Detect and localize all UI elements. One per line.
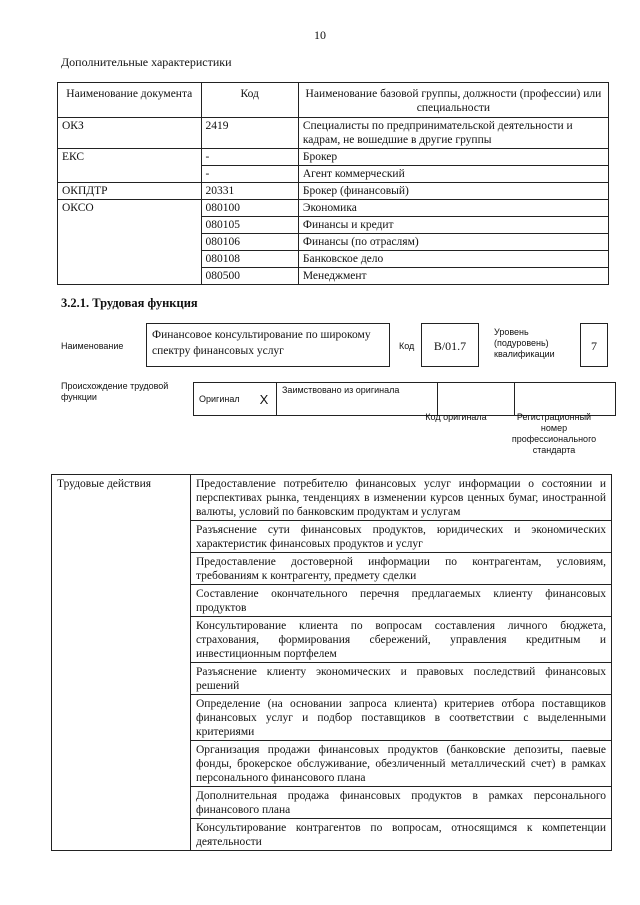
cell-doc: [58, 217, 202, 234]
cell-name: Финансы (по отраслям): [298, 234, 608, 251]
cell-code: 080108: [201, 251, 298, 268]
cell-code: 080105: [201, 217, 298, 234]
labor-action-item: Консультирование контрагентов по вопросам, относящимся к компетенции деятельности: [191, 819, 612, 851]
qualification-level-label: Уровень (подуровень) квалификации: [494, 327, 555, 359]
labor-action-item: Составление окончательного перечня предлагаемых клиенту финансовых продуктов: [191, 585, 612, 617]
labor-action-item: Консультирование клиента по вопросам составления личного бюджета, страхования, формирования сбережений, управления кредитным и инвестиционным портфелем: [191, 617, 612, 663]
table-row: [58, 183, 609, 200]
cell-doc: ЕКС: [58, 149, 202, 166]
characteristics-table: [57, 82, 609, 285]
labor-action-item: Разъяснение клиенту экономических и правовых последствий финансовых решений: [191, 663, 612, 695]
cell-doc: ОКЗ: [58, 118, 202, 149]
original-label: Оригинал: [194, 383, 253, 416]
cell-doc: [58, 234, 202, 251]
origin-table: [193, 382, 616, 416]
cell-name: Агент коммерческий: [298, 166, 608, 183]
section-caption: Дополнительные характеристики: [61, 55, 232, 69]
cell-code: -: [201, 149, 298, 166]
labor-actions-table: [51, 474, 612, 851]
origin-label: Происхождение трудовой функции: [61, 381, 169, 402]
table-row: [58, 118, 609, 149]
borrowed-label: Заимствовано из оригинала: [277, 383, 438, 416]
registration-number-caption: Регистрационный номер профессионального стандарта: [511, 412, 597, 455]
page-number: 10: [314, 28, 326, 42]
cell-doc: [58, 268, 202, 285]
cell-name: Банковское дело: [298, 251, 608, 268]
original-code-cell: [438, 383, 515, 416]
function-code-value: B/01.7: [421, 323, 479, 367]
registration-number-cell: [515, 383, 616, 416]
cell-code: 080106: [201, 234, 298, 251]
cell-code: -: [201, 166, 298, 183]
table-header-row: [58, 83, 609, 118]
header-code: Код: [201, 83, 298, 118]
table-row: [58, 217, 609, 234]
table-row: [52, 475, 612, 521]
original-code-caption: Код оригинала: [425, 412, 487, 422]
name-label: Наименование: [61, 341, 124, 351]
labor-action-item: Определение (на основании запроса клиента) критериев отбора поставщиков финансовых услуг и подбор поставщиков в соответствии с выделенными критериями: [191, 695, 612, 741]
original-mark: X: [252, 383, 277, 416]
header-document: Наименование документа: [58, 83, 202, 118]
cell-name: Экономика: [298, 200, 608, 217]
labor-action-item: Предоставление потребителю финансовых услуг информации о состоянии и перспективах рынка, тенденциях в изменении курсов ценных бумаг, иностранной валюты, условий по банковским продуктам и услугам: [191, 475, 612, 521]
code-label: Код: [399, 341, 415, 351]
cell-name: Брокер: [298, 149, 608, 166]
table-row: [58, 251, 609, 268]
table-row: [58, 200, 609, 217]
qualification-level-value: 7: [580, 323, 608, 367]
table-row: [58, 268, 609, 285]
table-row: [58, 166, 609, 183]
cell-name: Специалисты по предпринимательской деятельности и кадрам, не вошедшие в другие группы: [298, 118, 608, 149]
labor-action-item: Разъяснение сути финансовых продуктов, юридических и экономических характеристик финансовых продуктов и услуг: [191, 521, 612, 553]
cell-code: 20331: [201, 183, 298, 200]
function-name-value: Финансовое консультирование по широкому спектру финансовых услуг: [146, 323, 390, 367]
labor-actions-title: Трудовые действия: [52, 475, 191, 851]
cell-name: Брокер (финансовый): [298, 183, 608, 200]
cell-name: Менеджмент: [298, 268, 608, 285]
cell-doc: [58, 251, 202, 268]
table-row: [58, 234, 609, 251]
origin-row: [194, 383, 616, 416]
cell-doc: [58, 166, 202, 183]
cell-code: 080100: [201, 200, 298, 217]
cell-name: Финансы и кредит: [298, 217, 608, 234]
labor-action-item: Предоставление достоверной информации по контрагентам, условиям, требованиям к контрагенту, предмету сделки: [191, 553, 612, 585]
cell-doc: ОКСО: [58, 200, 202, 217]
header-name: Наименование базовой группы, должности (профессии) или специальности: [298, 83, 608, 118]
cell-code: 080500: [201, 268, 298, 285]
labor-function-heading: 3.2.1. Трудовая функция: [61, 296, 198, 310]
cell-code: 2419: [201, 118, 298, 149]
cell-doc: ОКПДТР: [58, 183, 202, 200]
table-row: [58, 149, 609, 166]
labor-action-item: Организация продажи финансовых продуктов (банковские депозиты, паевые фонды, брокерское обслуживание, обезличенный металлический счет) в рамках персонального финансового плана: [191, 741, 612, 787]
labor-action-item: Дополнительная продажа финансовых продуктов в рамках персонального финансового плана: [191, 787, 612, 819]
